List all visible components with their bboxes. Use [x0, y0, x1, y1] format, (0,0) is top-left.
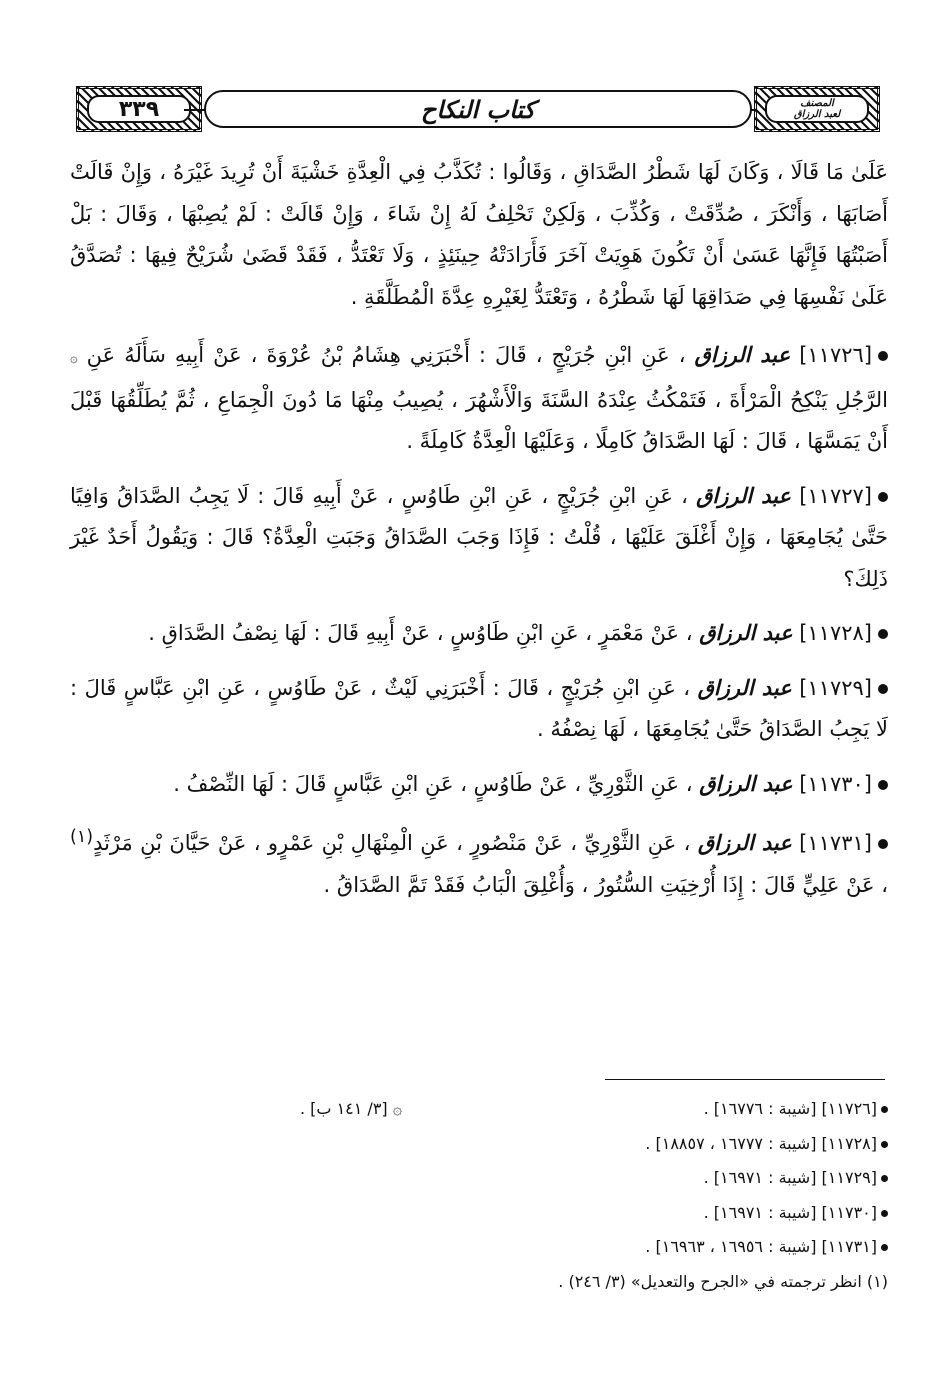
footnote-ref[interactable]: (١): [70, 827, 94, 847]
bullet-icon: [881, 1141, 888, 1148]
hadith-entry: [70, 817, 888, 906]
entry-text: ، عَنِ ابْنِ جُرَيْجٍ ، قَالَ : أَخْبَرَنِي لَيْثٌ ، عَنْ طَاوُسٍ ، عَنِ ابْنِ عَبَّاسٍ قَالَ : لَا يَجِبُ الصَّدَاقُ حَتَّىٰ يُجَامِعَهَا ، لَهَا نِصْفُهُ .: [70, 675, 888, 741]
bullet-icon: [878, 629, 888, 639]
footnote-text: [١١٧٣١] [شيبة : ١٦٩٥٦ ، ١٦٩٦٣] .: [645, 1237, 877, 1256]
entry-text: ، عَنِ ابْنِ جُرَيْجٍ ، عَنِ ابْنِ طَاوُسٍ ، عَنْ أَبِيهِ قَالَ : لَا يَجِبُ الصَّدَاقُ وَافِيًا حَتَّىٰ يُجَامِعَهَا ، وَإِنْ أَغْلَقَ عَلَيْهَا ، قُلْتُ : فَإِذَا وَجَبَ الصَّدَاقُ وَجَبَتِ الْعِدَّةُ؟ قَالَ : وَيَقُولُ أَحَدٌ غَيْرَ ذَلِكَ؟: [70, 483, 888, 591]
page-header: [76, 86, 880, 136]
entry-author: عبد الرزاق: [697, 674, 792, 700]
entry-text: ، عَنِ الثَّوْرِيِّ ، عَنْ طَاوُسٍ ، عَنِ ابْنِ عَبَّاسٍ قَالَ : لَهَا النِّصْفُ .: [173, 771, 693, 796]
entry-text: ، عَنِ الثَّوْرِيِّ ، عَنْ مَنْصُورٍ ، عَنِ الْمِنْهَالِ بْنِ عَمْرٍو ، عَنْ حَيَّانَ بْنِ مَرْثَدٍ: [93, 831, 691, 855]
entry-text: ، عَنِ ابْنِ جُرَيْجٍ ، قَالَ : أَخْبَرَنِي هِشَامُ بْنُ عُرْوَةَ ، عَنْ أَبِيهِ سَأَلَهُ عَنِ: [86, 343, 686, 367]
entry-text: ، عَنْ مَعْمَرٍ ، عَنِ ابْنِ طَاوُسٍ ، عَنْ أَبِيهِ قَالَ : لَهَا نِصْفُ الصَّدَاقِ .: [148, 621, 693, 645]
lead-paragraph: عَلَىٰ مَا قَالَا ، وَكَانَ لَهَا شَطْرُ الصَّدَاقِ ، وَقَالُوا : تُكَذَّبُ فِي الْعِدَّةِ خَشْيَةَ أَنْ تُرِيدَ غَيْرَهُ ، وَإِنْ قَالَتْ أَصَابَهَا ، وَأَنْكَرَ ، صُدِّقَتْ ، وَكُذِّبَ ، وَلَكِنْ تَحْلِفُ لَهُ إِنْ شَاءَ ، وَإِنْ قَالَتْ : لَمْ يُصِبْهَا ، وَقَالَ : بَلْ أَصَبْتُهَا فَإِنَّهَا عَسَىٰ أَنْ تَكُونَ هَوِيَتْ آخَرَ فَأَرَادَتْهُ حِينَئِذٍ ، وَلَا تَعْتَدُّ ، فَقَدْ قَضَىٰ شُرَيْحٌ فِيهَا : تُصَدَّقُ عَلَىٰ نَفْسِهَا فِي صَدَاقِهَا لَهَا شَطْرُهُ ، وَتَعْتَدُّ لِغَيْرِهِ عِدَّةَ الْمُطَلَّقَةِ .: [70, 160, 888, 309]
entry-author: عبد الرزاق: [699, 770, 793, 796]
hadith-entry: [70, 475, 888, 601]
entry-text-continued: الرَّجُلِ يَنْكِحُ الْمَرْأَةَ ، فَتَمْكُثُ عِنْدَهُ السَّنَةَ وَالْأَشْهُرَ ، يُصِيبُ مِنْهَا مَا دُونَ الْجِمَاعِ ، ثُمَّ يُطَلِّقُهَا قَبْلَ أَنْ يَمَسَّهَا ، قَالَ : لَهَا الصَّدَاقُ كَامِلًا ، وَعَلَيْهَا الْعِدَّةُ كَامِلَةً .: [70, 387, 888, 453]
entry-number: [١١٧٣١]: [799, 831, 872, 855]
entry-number: [١١٧٢٨]: [799, 621, 872, 645]
footnote-line: [300, 1161, 888, 1196]
entry-number: [١١٧٢٩]: [799, 675, 872, 700]
entry-author: عبد الرزاق: [699, 620, 793, 645]
footnote-divider: [605, 1079, 885, 1080]
hadith-entry: [70, 763, 888, 806]
entry-number: [١١٧٣٠]: [799, 771, 872, 796]
book-logo: المصنف لعبد الرزاق: [765, 95, 869, 123]
page-number: ٣٣٩: [118, 96, 160, 122]
footnote-line: [300, 1127, 888, 1162]
footnotes: [300, 1092, 888, 1299]
hadith-entry: [70, 667, 888, 751]
footnote-text: [١١٧٢٦] [شيبة : ١٦٧٧٦] .: [703, 1099, 877, 1118]
footnote-text: (١) انظر ترجمته في «الجرح والتعديل» (٣/ ٢٤٦) .: [558, 1271, 888, 1291]
book-logo-frame: [754, 86, 880, 132]
bullet-icon: [878, 684, 888, 694]
footnote-line: [300, 1196, 888, 1231]
entry-author: عبد الرزاق: [697, 830, 792, 855]
bullet-icon: [878, 839, 888, 849]
footnote-text: [١١٧٢٨] [شيبة : ١٦٧٧٧ ، ١٨٨٥٧] .: [645, 1133, 877, 1153]
hadith-entry: [70, 334, 888, 463]
entry-text-continued: ، عَنْ عَلِيٍّ قَالَ : إِذَا أُرْخِيَتِ السُّتُورُ ، وَأُغْلِقَ الْبَابُ فَقَدْ تَمَّ الصَّدَاقُ .: [323, 872, 888, 897]
main-text: [70, 152, 888, 918]
footnote-line: [300, 1092, 888, 1127]
bullet-icon: [878, 351, 888, 361]
footnote-text: [١١٧٣٠] [شيبة : ١٦٩٧١] .: [703, 1202, 877, 1222]
footnote-line: [300, 1230, 888, 1265]
entry-number: [١١٧٢٧]: [799, 483, 872, 508]
bullet-icon: [881, 1175, 888, 1182]
entry-author: عبد الرزاق: [696, 482, 791, 508]
book-title: كتاب النكاح: [420, 94, 536, 124]
entry-author: عبد الرزاق: [694, 342, 791, 367]
footnote-text: [١١٧٢٩] [شيبة : ١٦٩٧١] .: [703, 1168, 877, 1187]
folio-reference: ۞ [٣/ ١٤١ ب] .: [300, 1099, 403, 1118]
bullet-icon: [881, 1210, 888, 1217]
bullet-icon: [881, 1244, 888, 1251]
entry-number: [١١٧٢٦]: [799, 343, 873, 367]
bullet-icon: [878, 780, 888, 790]
folio-marker-icon: ۞: [70, 351, 78, 366]
bullet-icon: [881, 1106, 888, 1113]
hadith-entry: [70, 612, 888, 655]
title-cartouche: [204, 90, 752, 128]
footnote-note: [300, 1265, 888, 1300]
bullet-icon: [878, 492, 888, 502]
